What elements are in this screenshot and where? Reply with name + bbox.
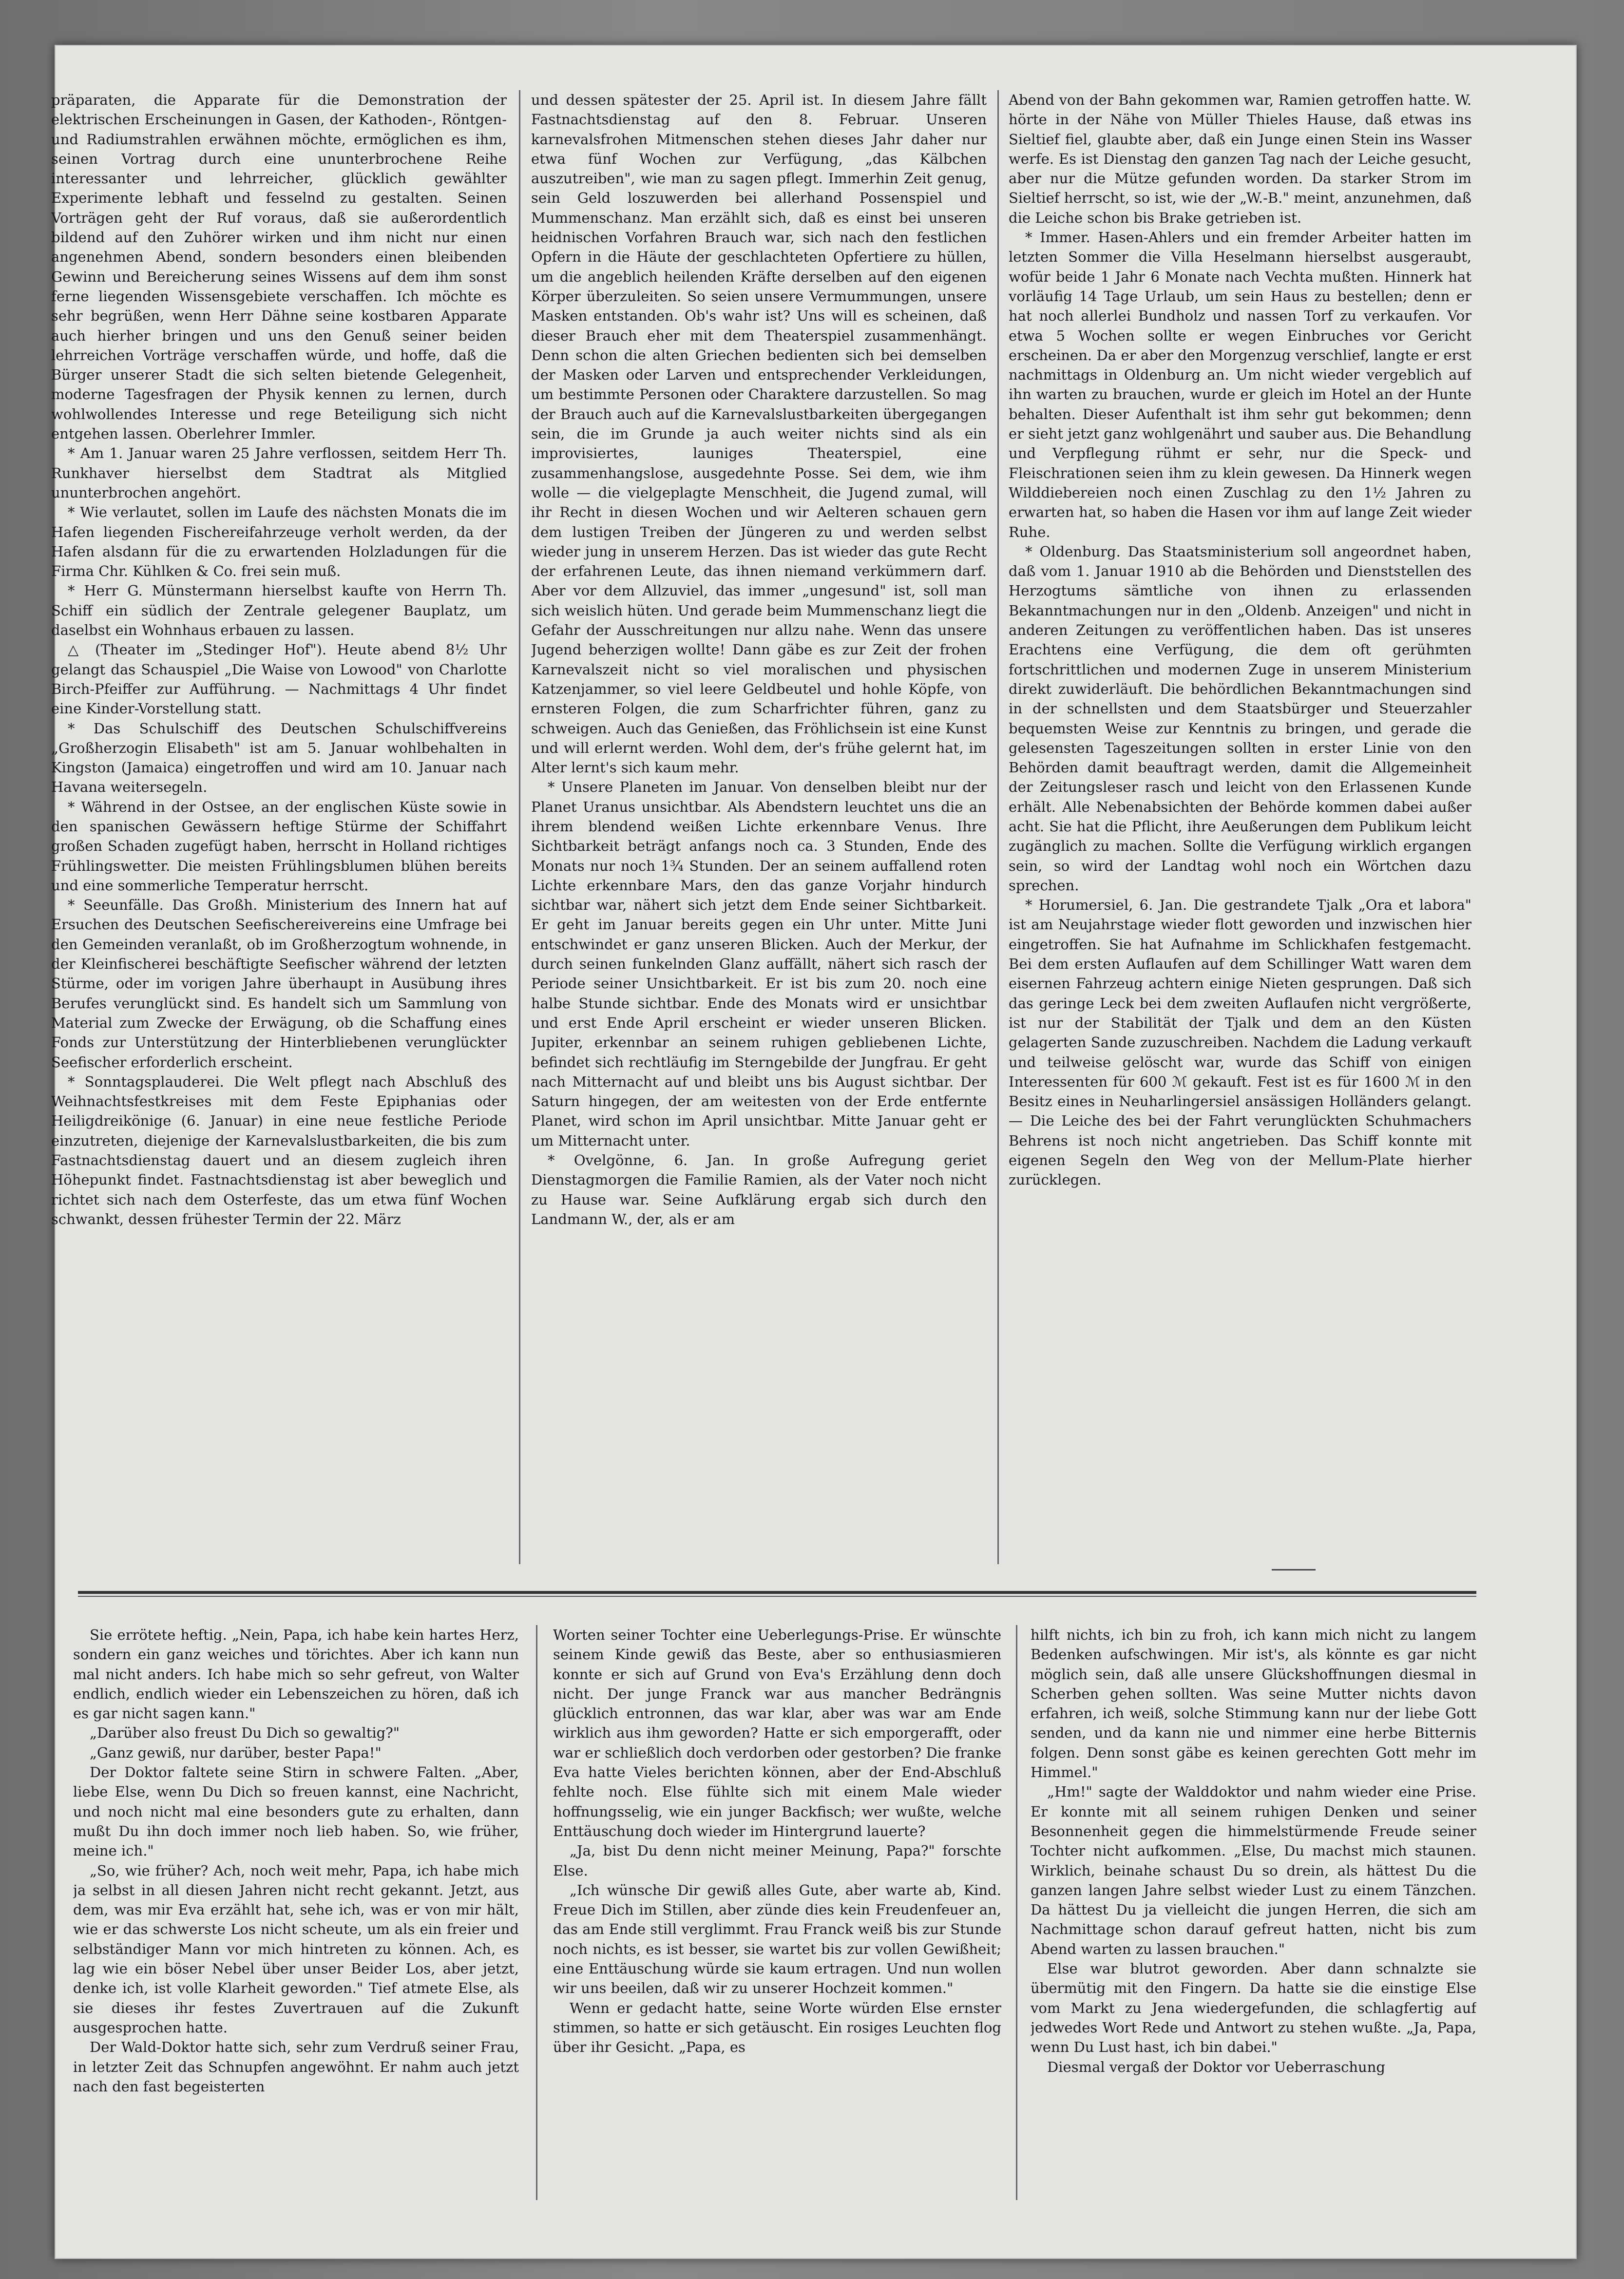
paragraph: Wenn er gedacht hatte, seine Worte würden Else ernster stimmen, so hatte er sich getäuscht. Ein rosiges Leuchten flog über ihr Gesicht. „Papa, es	[553, 1999, 1001, 2056]
paragraph: hilft nichts, ich bin zu froh, ich kann mich nicht zu langem Bedenken aufschwingen. Mir ist's, als könnte es gar nicht möglich sein, daß alle unsere Glückshoffnungen diesmal in Scherben gehen sollten. Was seine Mutter nichts davon erfahren, ich weiß, solche Stimmung kann nur der liebe Gott senden, und da kann nie und nimmer eine herbe Bitternis folgen. Denn sonst gäbe es keinen gerechten Gott mehr im Himmel."	[1031, 1627, 1476, 1781]
paragraph: „Ja, bist Du denn nicht meiner Meinung, Papa?" forschte Else.	[553, 1842, 1001, 1879]
story-column-2	[553, 1625, 1001, 2200]
end-dash	[1272, 1569, 1316, 1570]
section-rule	[78, 1591, 1476, 1594]
paragraph: * Während in der Ostsee, an der englischen Küste sowie in den spanischen Gewässern heftige Stürme der Schiffahrt großen Schaden zugefügt haben, herrscht in Holland richtiges Frühlingswetter. Die meisten Frühlingsblumen blühen bereits und eine sommerliche Temperatur herrscht.	[51, 798, 507, 894]
paragraph: * Ovelgönne, 6. Jan. In große Aufregung geriet Dienstagmorgen die Familie Ramien, als der Vater noch nicht zu Hause war. Seine Aufklärung ergab sich durch den Landmann W., der, als er am	[531, 1152, 987, 1227]
paragraph: △ (Theater im „Stedinger Hof"). Heute abend 8½ Uhr gelangt das Schauspiel „Die Waise von Lowood" von Charlotte Birch-Pfeiffer zur Aufführung. — Nachmittags 4 Uhr findet eine Kinder-Vorstellung statt.	[51, 641, 507, 717]
paragraph: „So, wie früher? Ach, noch weit mehr, Papa, ich habe mich ja selbst in all diesen Jahren nicht recht gekannt. Jetzt, aus dem, was mir Eva erzählt hat, sehe ich, was er von mir hält, wie er das schwerste Los nicht scheute, um als ein freier und selbständiger Mann vor mich hintreten zu können. Ach, es lag wie ein böser Nebel über unser Beider Los, aber jetzt, denke ich, ist volle Klarheit geworden." Tief atmete Else, als sie dieses ihr festes Zuvertrauen auf die Zukunft ausgesprochen hatte.	[73, 1862, 519, 2036]
news-column-3	[1009, 90, 1471, 1564]
column-divider	[519, 90, 520, 1564]
paragraph: * Wie verlautet, sollen im Laufe des nächsten Monats die im Hafen liegenden Fischereifahrzeuge verholt werden, da der Hafen alsdann für die zu erwartenden Holzladungen für die Firma Chr. Kühlken & Co. frei sein muß.	[51, 504, 507, 580]
paragraph: * Sonntagsplauderei. Die Welt pflegt nach Abschluß des Weihnachtsfestkreises mit dem Feste Epiphanias oder Heiligdreikönige (6. Januar) in eine neue festliche Periode einzutreten, diejenige der Karnevalslustbarkeiten, die bis zum Fastnachtsdienstag dauert und an diesem zugleich ihren Höhepunkt findet. Fastnachtsdienstag ist aber beweglich und richtet sich nach dem Osterfeste, das um etwa fünf Wochen schwankt, dessen frühester Termin der 22. März	[51, 1073, 507, 1227]
paragraph: * Oldenburg. Das Staatsministerium soll angeordnet haben, daß vom 1. Januar 1910 ab die Behörden und Dienststellen des Herzogtums sämtliche von ihnen zu erlassenden Bekanntmachungen nur in den „Oldenb. Anzeigen" und nicht in anderen Zeitungen zu veröffentlichen haben. Das ist unseres Erachtens eine Verfügung, die dem oft gerühmten fortschrittlichen und modernen Zuge in unserem Ministerium direkt zuwiderläuft. Die behördlichen Bekanntmachungen sind in der schnellsten und dem Staatsbürger und Steuerzahler bequemsten Weise zur Kenntnis zu bringen, und gerade die gelesensten Tageszeitungen sollten in erster Linie von den Behörden damit beauftragt werden, damit die Allgemeinheit der Zeitungsleser rasch und leicht von den Erlassenen Kunde erhält. Alle Nebenabsichten der Behörde kommen dabei außer acht. Sie hat die Pflicht, ihre Aeußerungen dem Publikum leicht zugänglich zu machen. Sollte die Verfügung wirklich ergangen sein, so wird der Landtag wohl noch ein Wörtchen dazu sprechen.	[1009, 543, 1471, 894]
paragraph: * Unsere Planeten im Januar. Von denselben bleibt nur der Planet Uranus unsichtbar. Als Abendstern leuchtet uns die an ihrem blendend weißen Lichte erkennbare Venus. Ihre Sichtbarkeit beträgt anfangs noch ca. 3 Stunden, Ende des Monats nur noch 1¾ Stunden. Der an seinem auffallend roten Lichte erkennbare Mars, den das ganze Vorjahr hindurch sichtbar war, nähert sich jetzt dem Ende seiner Sichtbarkeit. Er geht im Januar bereits gegen ein Uhr unter. Mitte Juni entschwindet er ganz unseren Blicken. Auch der Merkur, der durch seinen funkelnden Glanz auffällt, nähert sich rasch der Periode seiner Unsichtbarkeit. Er ist bis zum 20. noch eine halbe Stunde sichtbar. Ende des Monats wird er unsichtbar und erst Ende April erscheint er wieder unseren Blicken. Jupiter, erkennbar an seinem ruhigen gebliebenen Lichte, befindet sich rechtläufig im Sterngebilde der Jungfrau. Er geht nach Mitternacht auf und bleibt uns bis August sichtbar. Der Saturn hingegen, der am weitesten von der Erde entfernte Planet, wird schon im April unsichtbar. Mitte Januar geht er um Mitternacht unter.	[531, 779, 987, 1149]
story-column-1	[73, 1625, 519, 2200]
paragraph: * Seeunfälle. Das Großh. Ministerium des Innern hat auf Ersuchen des Deutschen Seefischereivereins eine Umfrage bei den Gemeinden veranlaßt, ob im Großherzogtum wohnende, in der Kleinfischerei beschäftigte Seefischer während der letzten Stürme, oder im vorigen Jahre überhaupt in Ausübung ihres Berufes verunglückt sind. Es handelt sich um Sammlung von Material zum Zwecke der Erwägung, ob die Schaffung eines Fonds zur Unterstützung der Hinterbliebenen verunglückter Seefischer erforderlich erscheint.	[51, 897, 507, 1071]
column-divider	[1016, 1625, 1017, 2200]
paragraph: Der Wald-Doktor hatte sich, sehr zum Verdruß seiner Frau, in letzter Zeit das Schnupfen angewöhnt. Er nahm auch jetzt nach den fast begeisterten	[73, 2039, 519, 2095]
paragraph: „Ganz gewiß, nur darüber, bester Papa!"	[90, 1744, 382, 1761]
paragraph: Diesmal vergaß der Doktor vor Ueberraschung	[1047, 2058, 1385, 2075]
paragraph: und dessen spätester der 25. April ist. In diesem Jahre fällt Fastnachtsdienstag auf den 8. Februar. Unseren karnevalsfrohen Mitmenschen stehen dieses Jahr daher nur etwa fünf Wochen zur Verfügung, „das Kälbchen auszutreiben", wie man zu sagen pflegt. Immerhin Zeit genug, sein Geld loszuwerden bei allerhand Possenspiel und Mummenschanz. Man erzählt sich, daß es einst bei unseren heidnischen Vorfahren Brauch war, sich nach den festlichen Opfern in die Häute der geschlachteten Opfertiere zu hüllen, um die angeblich heilenden Kräfte derselben auf den eigenen Körper überzuleiten. So seien unsere Vermummungen, unsere Masken entstanden. Ob's wahr ist? Uns will es scheinen, daß dieser Brauch eher mit dem Theaterspiel zusammenhängt. Denn schon die alten Griechen bedienten sich bei demselben der Masken oder Larven und entsprechender Verkleidungen, um bestimmte Personen oder Charaktere darzustellen. So mag der Brauch auch auf die Karnevalslustbarkeiten übergegangen sein, die im Grunde ja auch weiter nichts sind als ein improvisiertes, launiges Theaterspiel, eine zusammenhangslose, ausgedehnte Posse. Sei dem, wie ihm wolle — die vielgeplagte Menschheit, die Jugend zumal, will ihr Recht in diesen Wochen und wir Aelteren schauen gern dem lustigen Treiben der Jüngeren zu und werden selbst wieder jung in unserem Herzen. Das ist wieder das gute Recht der erfahrenen Leute, das ihnen niemand verkümmern darf. Aber vor dem Allzuviel, das immer „ungesund" ist, soll man sich weislich hüten. Und gerade beim Mummenschanz liegt die Gefahr der Ausschreitungen nur allzu nahe. Wenn das unsere Jugend beherzigen wollte! Dann gäbe es zur Zeit der frohen Karnevalszeit nicht so viel moralischen und physischen Katzenjammer, so viel leere Geldbeutel und hohle Köpfe, von ernsteren Folgen, die zum Scharfrichter führen, ganz zu schweigen. Auch das Genießen, das Fröhlichsein ist eine Kunst und will erlernt werden. Wohl dem, der's frühe gelernt hat, im Alter lernt's sich kaum mehr.	[531, 92, 987, 776]
paragraph: * Horumersiel, 6. Jan. Die gestrandete Tjalk „Ora et labora" ist am Neujahrstage wieder flott geworden und inzwischen hier eingetroffen. Sie hat Aufnahme im Schlickhafen festgemacht. Bei dem ersten Auflaufen auf dem Schillinger Watt waren dem eisernen Fahrzeug achtern einige Nieten gesprungen. Daß sich das geringe Leck bei dem zweiten Auflaufen nicht vergrößerte, ist nur der Stabilität der Tjalk und dem an den Küsten gelagerten Sande zuzuschreiben. Nachdem die Ladung verkauft und teilweise gelöscht war, wurde das Schiff von einigen Interessenten für 600 ℳ gekauft. Fest ist es für 1600 ℳ in den Besitz eines in Neuharlingersiel ansässigen Holländers gelangt. — Die Leiche des bei der Fahrt verunglückten Schuhmachers Behrens ist noch nicht angetrieben. Das Schiff konnte mit eigenen Segeln den Weg von der Mellum-Plate hierher zurücklegen.	[1009, 897, 1471, 1188]
paragraph: * Das Schulschiff des Deutschen Schulschiffvereins „Großherzogin Elisabeth" ist am 5. Januar wohlbehalten in Kingston (Jamaica) eingetroffen und wird am 10. Januar nach Havana weitersegeln.	[51, 720, 507, 796]
story-column-3	[1031, 1625, 1476, 2200]
paragraph: * Herr G. Münstermann hierselbst kaufte von Herrn Th. Schiff ein südlich der Zentrale gelegener Bauplatz, um daselbst ein Wohnhaus erbauen zu lassen.	[51, 582, 507, 639]
news-column-2	[531, 90, 987, 1564]
news-section	[51, 90, 1476, 1564]
paragraph: Der Doktor faltete seine Stirn in schwere Falten. „Aber, liebe Else, wenn Du Dich so freuen kannst, eine Nachricht, und noch nicht mal eine besonders gute zu erhalten, dann mußt Du ihn doch immer noch lieb haben. So, wie früher, meine ich."	[73, 1764, 519, 1859]
paragraph: Worten seiner Tochter eine Ueberlegungs-Prise. Er wünschte seinem Kinde gewiß das Beste, aber so enthusiasmieren konnte er sich auf Grund von Eva's Erzählung denn doch nicht. Der junge Franck war aus mancher Bedrängnis glücklich entronnen, das war klar, aber was war am Ende wirklich aus ihm geworden? Hatte er sich emporgerafft, oder war er schließlich doch verdorben oder gestorben? Die franke Eva hatte Vieles berichten können, aber der End-Abschluß fehlte noch. Else fühlte sich mit einem Male wieder hoffnungsselig, wie ein junger Backfisch; wer wußte, welche Enttäuschung doch wieder im Hintergrund lauerte?	[553, 1627, 1001, 1839]
column-divider	[536, 1625, 537, 2200]
paragraph: Else war blutrot geworden. Aber dann schnalzte sie übermütig mit den Fingern. Da hatte sie die einstige Else vom Markt zu Jena wiedergefunden, die schlagfertig auf jedwedes Wort Rede und Antwort zu stehen wußte. „Ja, Papa, wenn Du Lust hast, ich bin dabei."	[1031, 1960, 1476, 2056]
paragraph: Abend von der Bahn gekommen war, Ramien getroffen hatte. W. hörte in der Nähe von Müller Thieles Hause, daß etwas ins Sieltief fiel, glaubte aber, daß ein Junge einen Stein ins Wasser werfe. Es ist Dienstag den ganzen Tag nach der Leiche gesucht, aber nur die Mütze gefunden worden. Da starker Strom im Sieltief herrscht, so ist, wie der „W.-B." meint, anzunehmen, daß die Leiche schon bis Brake getrieben ist.	[1009, 92, 1471, 226]
paragraph: präparaten, die Apparate für die Demonstration der elektrischen Erscheinungen in Gasen, der Kathoden-, Röntgen- und Radiumstrahlen erwähnen möchte, ermöglichen es ihm, seinen Vortrag durch eine ununterbrochene Reihe interessanter und lehrreicher, glücklich gewählter Experimente lebhaft und fesselnd zu gestalten. Seinen Vorträgen geht der Ruf voraus, daß sie außerordentlich bildend auf den Zuhörer wirken und ihm nicht nur einen angenehmen Abend, sondern besonders einen bleibenden Gewinn und Bereicherung seines Wissens auf dem ihm sonst ferne liegenden Wissensgebiete verschaffen. Ich möchte es sehr begrüßen, wenn Herr Dähne seine kostbaren Apparate auch hierher bringen und uns den Genuß seiner beiden lehrreichen Vorträge verschaffen würde, und hoffe, daß die Bürger unserer Stadt die sich selten bietende Gelegenheit, moderne Tagesfragen der Physik kennen zu lernen, durch wohlwollendes Interesse und rege Beteiligung sich nicht entgehen lassen. Oberlehrer Immler.	[51, 92, 507, 442]
section-rule-thin	[78, 1596, 1476, 1597]
paragraph: * Am 1. Januar waren 25 Jahre verflossen, seitdem Herr Th. Runkhaver hierselbst dem Stadtrat als Mitglied ununterbrochen angehört.	[51, 445, 507, 501]
paragraph: Sie errötete heftig. „Nein, Papa, ich habe kein hartes Herz, sondern ein ganz weiches und törichtes. Aber ich kann nun mal nicht anders. Ich habe mich so sehr gefreut, von Walter endlich, endlich wieder ein Lebenszeichen zu hören, daß ich es gar nicht sagen kann."	[73, 1627, 519, 1722]
column-divider	[997, 90, 999, 1564]
feuilleton-section	[73, 1625, 1476, 2200]
paragraph: „Ich wünsche Dir gewiß alles Gute, aber warte ab, Kind. Freue Dich im Stillen, aber zünde dies kein Freudenfeuer an, das am Ende still verglimmt. Frau Franck weiß bis zur Stunde noch nichts, es ist besser, sie wartet bis zur vollen Gewißheit; eine Enttäuschung würde sie kaum ertragen. Und nun wollen wir uns beeilen, daß wir zu unserer Hochzeit kommen."	[553, 1881, 1001, 1997]
paragraph: * Immer. Hasen-Ahlers und ein fremder Arbeiter hatten im letzten Sommer die Villa Heselmann hierselbst ausgeraubt, wofür beide 1 Jahr 6 Monate nach Vechta mußten. Hinnerk hat vorläufig 14 Tage Urlaub, um sein Haus zu bestellen; denn er hat noch allerlei Bundholz und nassen Torf zu verkaufen. Vor etwa 5 Wochen sollte er wegen Einbruches vor Gericht erscheinen. Da er aber den Morgenzug verschlief, langte er erst nachmittags in Oldenburg an. Um nicht wieder vergeblich auf ihn warten zu brauchen, wurde er gleich im Hotel an der Hunte behalten. Dieser Aufenthalt ist ihm sehr gut bekommen; denn er sieht jetzt ganz wohlgenährt und sauber aus. Die Behandlung und Verpflegung rühmt er sehr, nur die Speck- und Fleischrationen seien ihm zu klein gewesen. Da Hinnerk wegen Wilddiebereien noch einen Zuschlag zu den 1½ Jahren zu erwarten hat, so haben die Hasen vor ihm auf lange Zeit wieder Ruhe.	[1009, 229, 1471, 540]
news-column-1	[51, 90, 507, 1564]
paragraph: „Darüber also freust Du Dich so gewaltig?"	[90, 1724, 400, 1742]
paragraph: „Hm!" sagte der Walddoktor und nahm wieder eine Prise. Er konnte mit all seinem ruhigen Denken und seiner Besonnenheit gegen die himmelstürmende Freude seiner Tochter nicht aufkommen. „Else, Du machst mich staunen. Wirklich, beinahe schaust Du so drein, als hättest Du die ganzen langen Jahre selbst wieder Lust zu einem Tänzchen. Da hättest Du ja vielleicht die jungen Herren, die sich am Nachmittage schon darauf gefreut hatten, nicht bis zum Abend warten zu lassen brauchen."	[1031, 1783, 1476, 1957]
